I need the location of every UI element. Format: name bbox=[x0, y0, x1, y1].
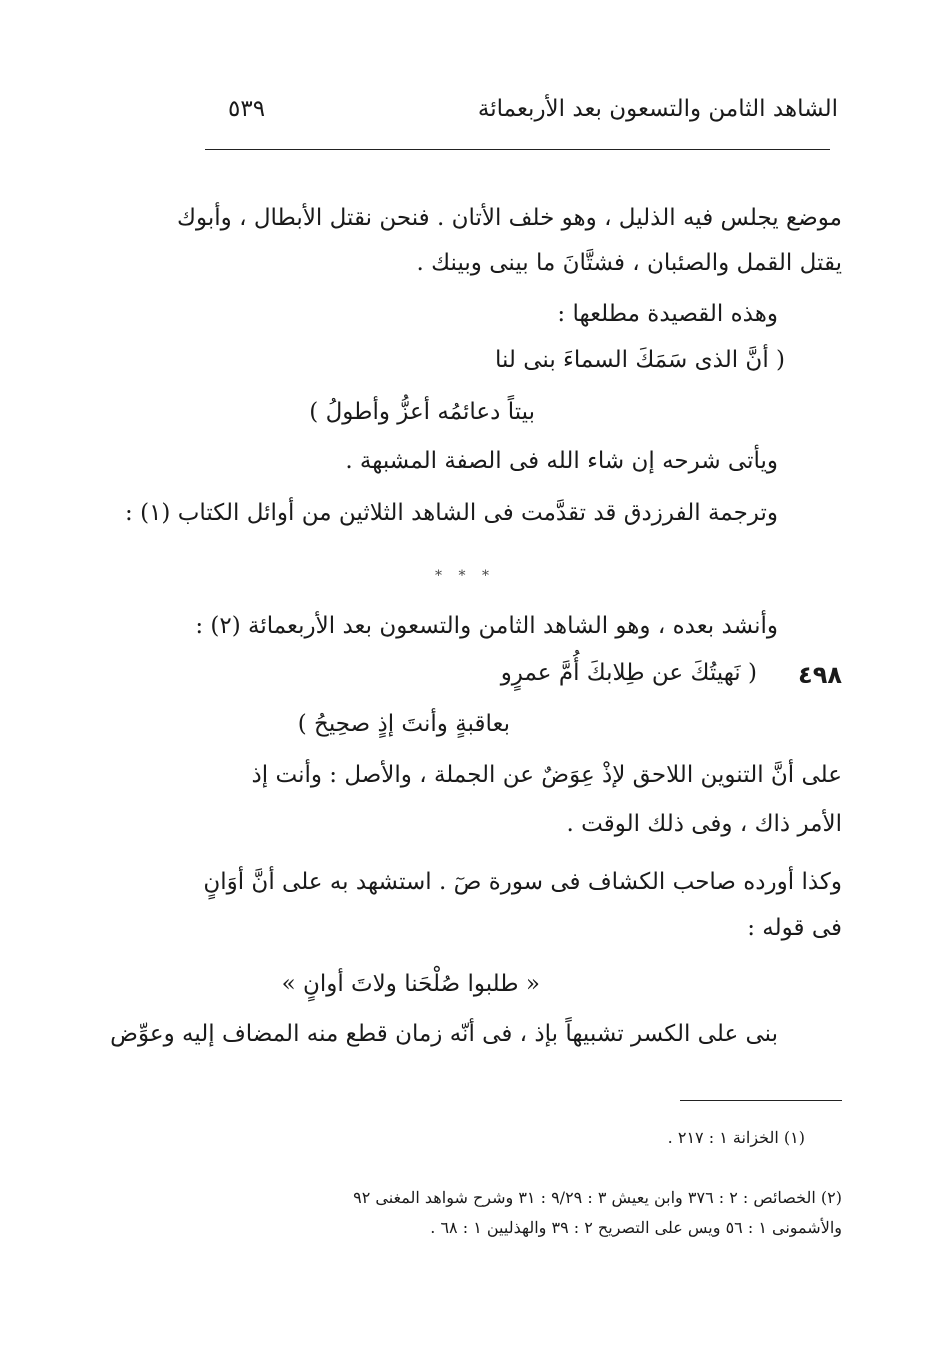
page-number: ٥٣٩ bbox=[228, 96, 266, 122]
paragraph-1-line-1: موضع يجلس فيه الذليل ، وهو خلف الأتان . فنحن نقتل الأبطال ، وأبوك bbox=[177, 205, 842, 231]
verse-1-hemistich-2: بيتاً دعائمُه أعزُّ وأطولُ ) bbox=[309, 399, 535, 425]
footnote-2-line-1: (٢) الخصائص : ٢ : ٣٧٦ وابن يعيش ٣ : ٩/٢٩ : ٣١ وشرح شواهد المغنى ٩٢ bbox=[353, 1188, 842, 1207]
verse-2-hemistich-2: بعاقبةٍ وأنتَ إذٍ صحِيحُ ) bbox=[297, 711, 510, 737]
running-header-title: الشاهد الثامن والتسعون بعد الأربعمائة bbox=[477, 96, 838, 122]
paragraph-6-line-1: على أنَّ التنوين اللاحق لإذْ عِوَضٌ عن الجملة ، والأصل : وأنت إذ bbox=[251, 762, 842, 788]
paragraph-5: وأنشد بعده ، وهو الشاهد الثامن والتسعون بعد الأربعمائة (٢) : bbox=[195, 613, 778, 639]
paragraph-2: وهذه القصيدة مطلعها : bbox=[557, 301, 778, 327]
paragraph-4: وترجمة الفرزدق قد تقدَّمت فى الشاهد الثلاثين من أوائل الكتاب (١) : bbox=[125, 500, 778, 526]
verse-number: ٤٩٨ bbox=[798, 661, 842, 689]
footnote-2-line-2: والأشمونى ١ : ٥٦ ويس على التصريح ٢ : ٣٩ والهذليين ١ : ٦٨ . bbox=[430, 1218, 842, 1237]
verse-2-hemistich-1: ( نَهيتُكَ عن طِلابكَ أُمَّ عمرٍو bbox=[500, 660, 757, 686]
quoted-half-verse: « طلبوا صُلْحَنا ولاتَ أوانٍ » bbox=[281, 971, 540, 997]
paragraph-1-line-2: يقتل القمل والصئبان ، فشتَّانَ ما بينى وبينك . bbox=[416, 250, 842, 276]
paragraph-3: ويأتى شرحه إن شاء الله فى الصفة المشبهة . bbox=[345, 448, 778, 474]
paragraph-6-line-2: الأمر ذاك ، وفى ذلك الوقت . bbox=[566, 811, 842, 837]
paragraph-8: بنى على الكسر تشبيهاً بإذ ، فى أنّه زمان قطع منه المضاف إليه وعوِّض bbox=[110, 1021, 778, 1047]
paragraph-7-line-2: فى قوله : bbox=[747, 915, 842, 941]
section-separator: * * * bbox=[435, 568, 495, 584]
footnote-divider bbox=[680, 1100, 842, 1101]
header-divider bbox=[205, 149, 830, 150]
footnote-1: (١) الخزانة ١ : ٢١٧ . bbox=[667, 1128, 805, 1147]
verse-1-hemistich-1: ( أنَّ الذى سَمَكَ السماءَ بنى لنا bbox=[494, 347, 785, 373]
paragraph-7-line-1: وكذا أورده صاحب الكشاف فى سورة صٓ . استشهد به على أنَّ أوَانٍ bbox=[203, 869, 842, 895]
